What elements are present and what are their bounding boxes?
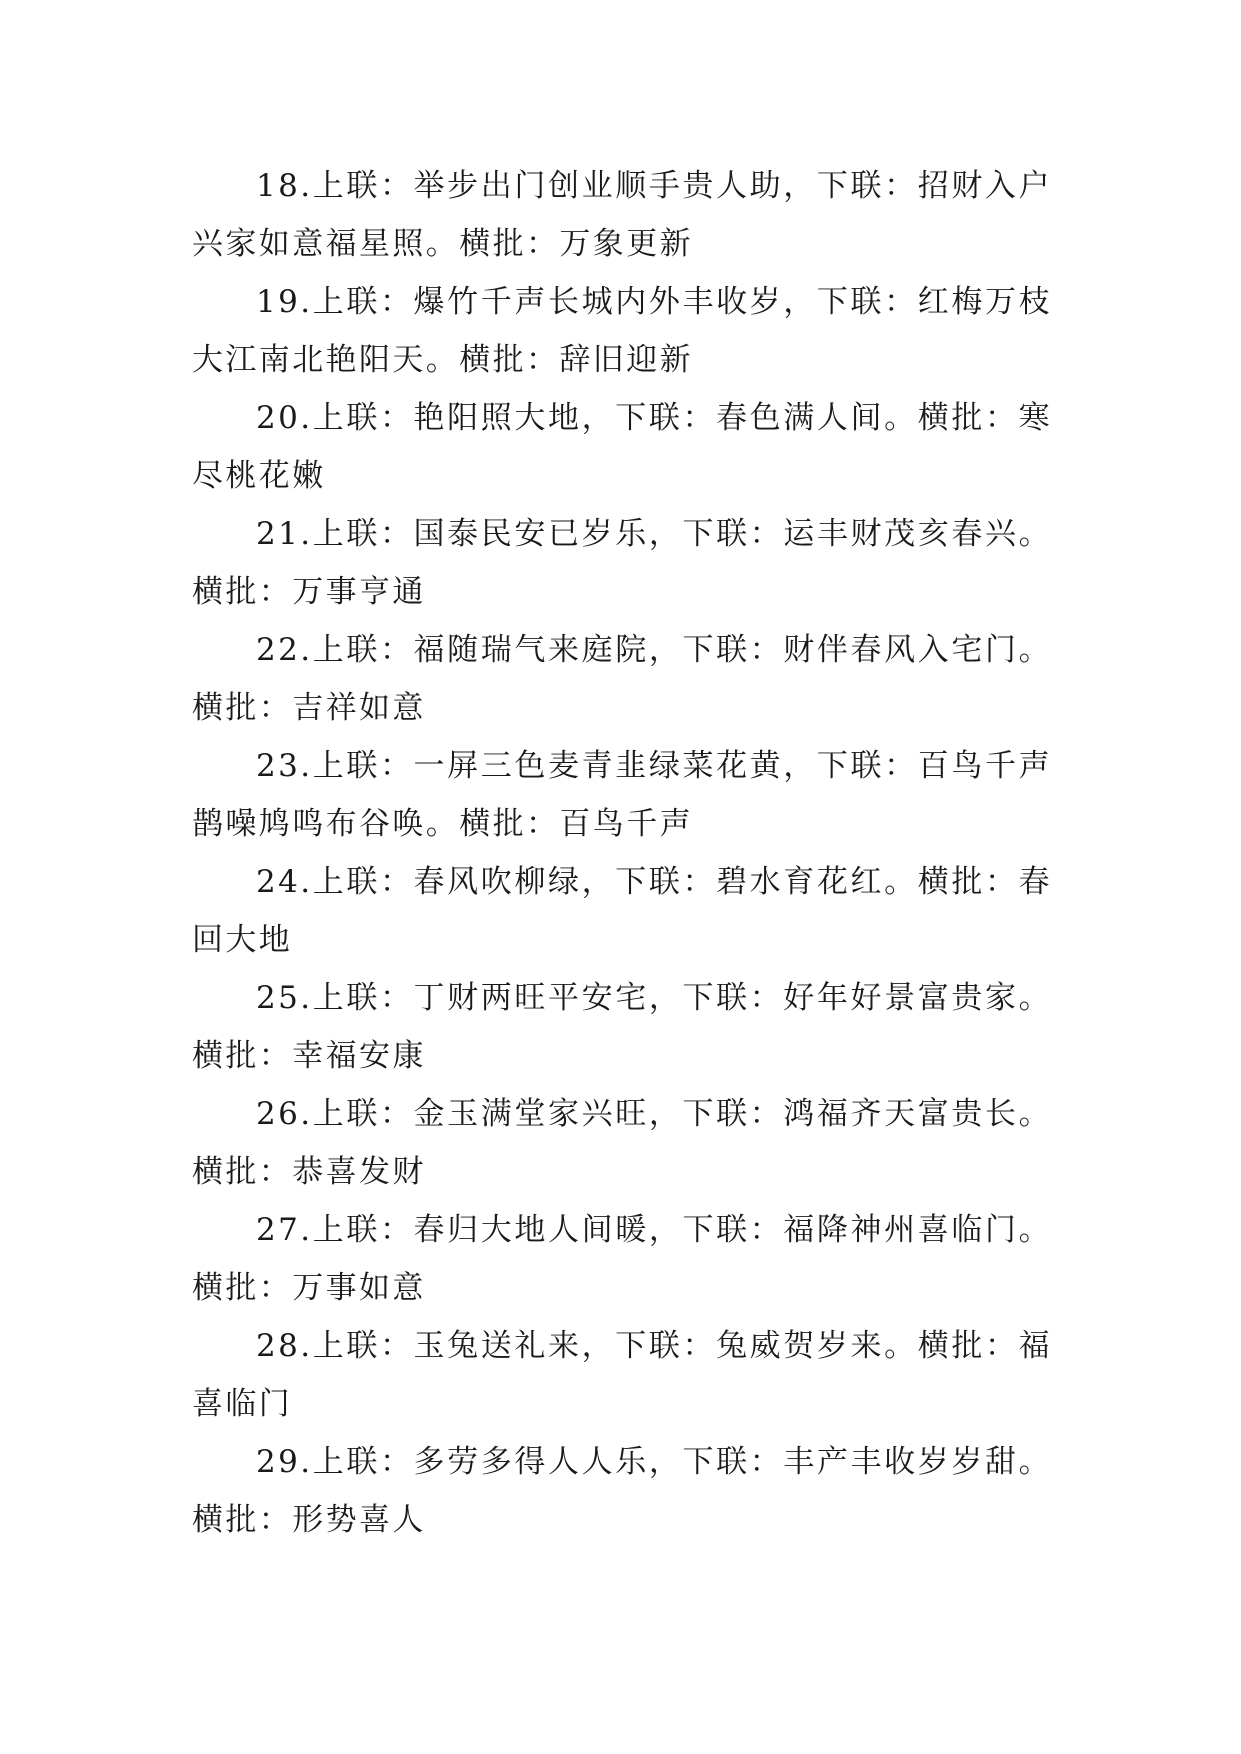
couplet-entry-23: 23.上联：一屏三色麦青韭绿菜花黄，下联：百鸟千声鹊噪鸠鸣布谷唤。横批：百鸟千声: [192, 748, 1052, 842]
couplet-entry-28: 28.上联：玉兔送礼来，下联：兔威贺岁来。横批：福喜临门: [192, 1328, 1052, 1422]
couplet-entry-25: 25.上联：丁财两旺平安宅，下联：好年好景富贵家。横批：幸福安康: [192, 980, 1052, 1074]
couplet-entry-19: 19.上联：爆竹千声长城内外丰收岁，下联：红梅万枝大江南北艳阳天。横批：辞旧迎新: [192, 284, 1052, 378]
couplet-entry-21: 21.上联：国泰民安已岁乐，下联：运丰财茂亥春兴。横批：万事亨通: [192, 516, 1052, 610]
couplet-entry-26: 26.上联：金玉满堂家兴旺，下联：鸿福齐天富贵长。横批：恭喜发财: [192, 1096, 1052, 1190]
couplet-entry-22: 22.上联：福随瑞气来庭院，下联：财伴春风入宅门。横批：吉祥如意: [192, 632, 1052, 726]
couplet-entry-29: 29.上联：多劳多得人人乐，下联：丰产丰收岁岁甜。横批：形势喜人: [192, 1444, 1052, 1538]
couplet-list: [192, 157, 1052, 1549]
couplet-entry-27: 27.上联：春归大地人间暖，下联：福降神州喜临门。横批：万事如意: [192, 1212, 1052, 1306]
couplet-entry-20: 20.上联：艳阳照大地，下联：春色满人间。横批：寒尽桃花嫩: [192, 400, 1052, 494]
couplet-entry-24: 24.上联：春风吹柳绿，下联：碧水育花红。横批：春回大地: [192, 864, 1052, 958]
couplet-entry-18: 18.上联：举步出门创业顺手贵人助，下联：招财入户兴家如意福星照。横批：万象更新: [192, 168, 1052, 262]
